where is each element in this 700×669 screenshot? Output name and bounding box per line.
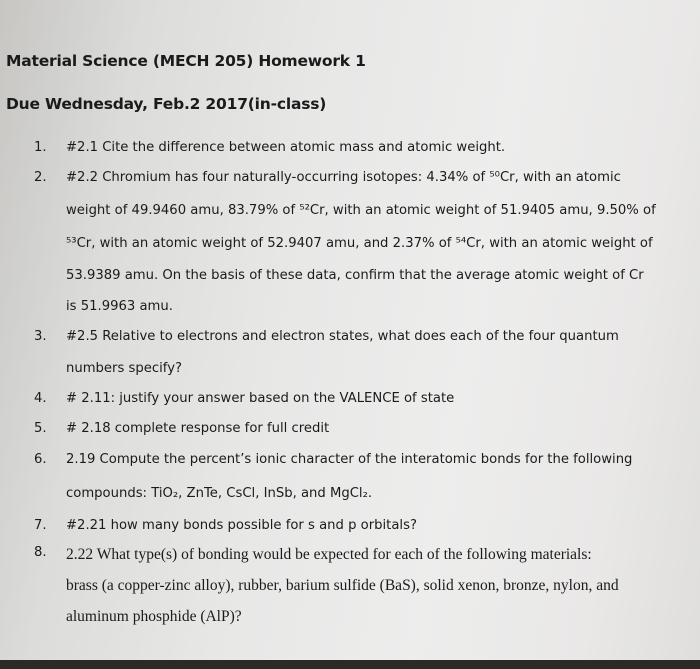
item-number-8: 8. <box>34 545 47 560</box>
item-7-line-1: #2.21 how many bonds possible for s and p orbitals? <box>66 518 417 533</box>
due-date: Due Wednesday, Feb.2 2017(in-class) <box>6 95 327 113</box>
item-number-3: 3. <box>34 329 47 344</box>
item-5-line-1: # 2.18 complete response for full credit <box>66 421 330 436</box>
item-8-line-3: aluminum phosphide (AlP)? <box>66 608 242 625</box>
item-number-6: 6. <box>34 452 47 467</box>
item-6-line-2: compounds: TiO₂, ZnTe, CsCl, InSb, and MgCl₂. <box>66 486 373 501</box>
item-2-line-3: ⁵³Cr, with an atomic weight of 52.9407 amu, and 2.37% of ⁵⁴Cr, with an atomic weight of <box>66 236 653 251</box>
item-number-4: 4. <box>34 391 47 406</box>
item-8-line-2: brass (a copper-zinc alloy), rubber, barium sulfide (BaS), solid xenon, bronze, nylon, and <box>66 577 619 594</box>
page-title: Material Science (MECH 205) Homework 1 <box>6 52 366 70</box>
item-2-line-2: weight of 49.9460 amu, 83.79% of ⁵²Cr, with an atomic weight of 51.9405 amu, 9.50% of <box>66 203 656 218</box>
desk-edge <box>0 660 700 669</box>
item-8-line-1: 2.22 What type(s) of bonding would be expected for each of the following materials: <box>66 546 592 563</box>
item-4-line-1: # 2.11: justify your answer based on the VALENCE of state <box>66 391 455 406</box>
item-6-line-1: 2.19 Compute the percent’s ionic character of the interatomic bonds for the following <box>66 452 633 467</box>
item-number-2: 2. <box>34 170 47 185</box>
item-2-line-1: #2.2 Chromium has four naturally-occurring isotopes: 4.34% of ⁵⁰Cr, with an atomic <box>66 170 621 185</box>
item-2-line-4: 53.9389 amu. On the basis of these data, confirm that the average atomic weight of Cr <box>66 268 644 283</box>
item-number-7: 7. <box>34 518 47 533</box>
item-2-line-5: is 51.9963 amu. <box>66 299 173 314</box>
item-1-line-1: #2.1 Cite the difference between atomic mass and atomic weight. <box>66 140 506 155</box>
item-3-line-1: #2.5 Relative to electrons and electron states, what does each of the four quantum <box>66 329 619 344</box>
item-3-line-2: numbers specify? <box>66 361 183 376</box>
item-number-1: 1. <box>34 140 47 155</box>
item-number-5: 5. <box>34 421 47 436</box>
